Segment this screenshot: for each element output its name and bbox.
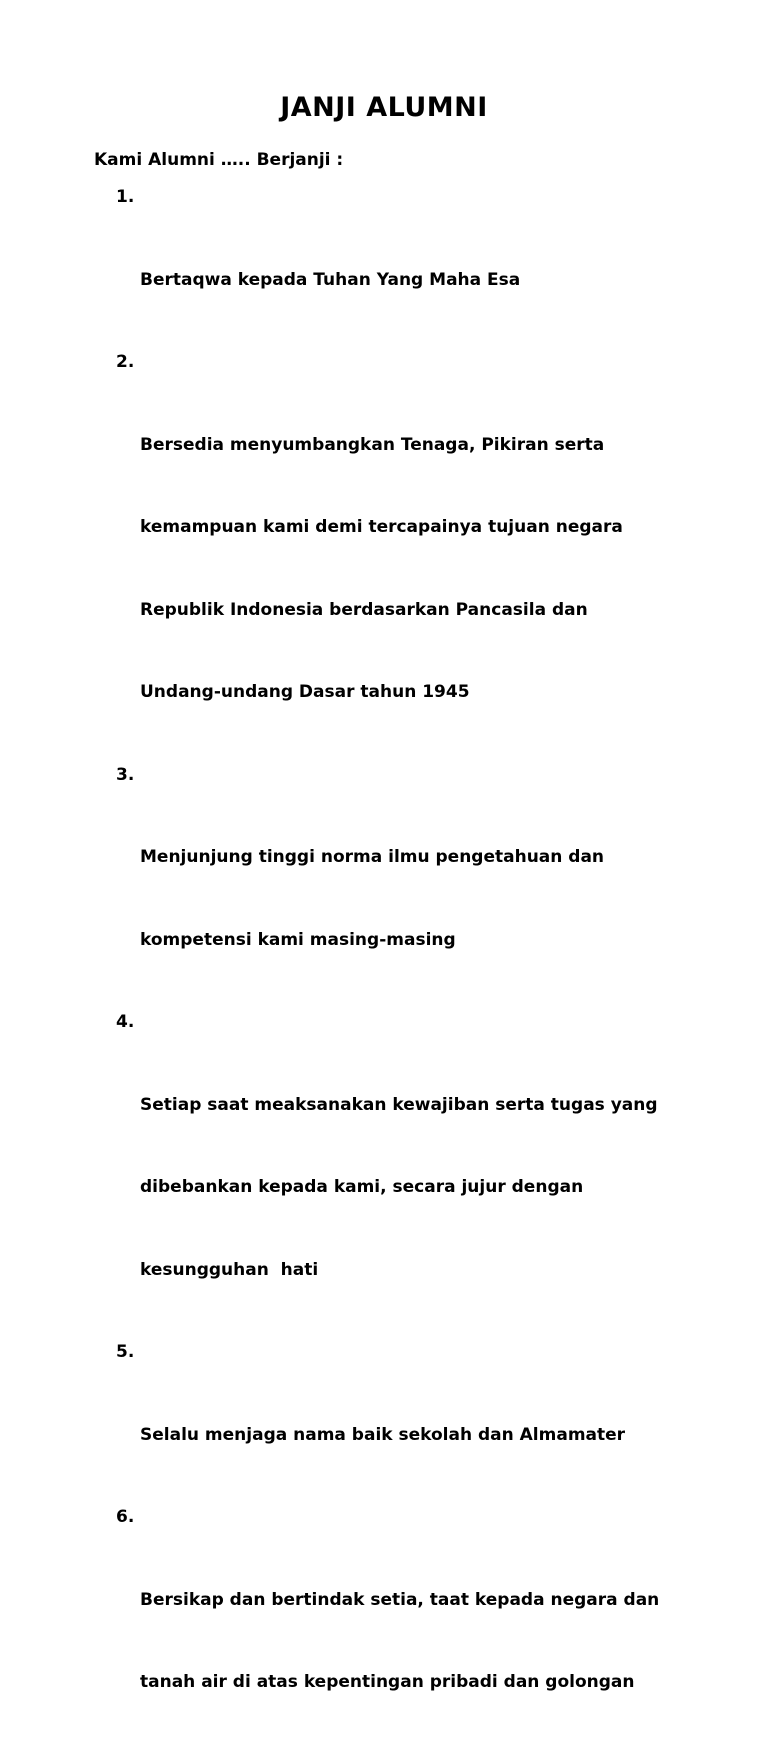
list-item-line: Bersikap dan bertindak setia, taat kepada negara dan xyxy=(140,1589,660,1610)
list-item-line: Bersedia menyumbangkan Tenaga, Pikiran serta xyxy=(140,434,605,455)
pledge-list xyxy=(116,184,736,1752)
list-item-line: kompetensi kami masing-masing xyxy=(140,929,456,950)
list-item-number: 2. xyxy=(116,352,135,372)
list-item xyxy=(116,762,736,1010)
list-item-line: Menjunjung tinggi norma ilmu pengetahuan dan xyxy=(140,847,605,867)
intro-text: Kami Alumni ….. Berjanji : xyxy=(94,150,344,170)
page-title: JANJI ALUMNI xyxy=(280,92,488,123)
list-item-line: Setiap saat meaksanakan kewajiban serta tugas yang xyxy=(140,1094,658,1115)
list-item-number: 3. xyxy=(116,764,135,785)
list-item-number: 4. xyxy=(116,1012,135,1032)
list-item-line: Bertaqwa kepada Tuhan Yang Maha Esa xyxy=(140,269,521,290)
list-item-line: kesungguhan hati xyxy=(140,1259,319,1280)
list-item-line: Selalu menjaga nama baik sekolah dan Almamater xyxy=(140,1424,626,1445)
list-item xyxy=(116,1009,736,1339)
list-item-line: Undang-undang Dasar tahun 1945 xyxy=(140,682,470,702)
list-item-line: kemampuan kami demi tercapainya tujuan negara xyxy=(140,517,623,537)
list-item-number: 5. xyxy=(116,1342,135,1362)
list-item-line: dibebankan kepada kami, secara jujur dengan xyxy=(140,1177,584,1197)
list-item xyxy=(116,1504,736,1752)
list-item-number: 1. xyxy=(116,187,135,207)
list-item-line: tanah air di atas kepentingan pribadi dan golongan xyxy=(140,1672,635,1692)
list-item-line: Republik Indonesia berdasarkan Pancasila dan xyxy=(140,599,588,620)
list-item xyxy=(116,349,736,762)
list-item xyxy=(116,1339,736,1504)
list-item-number: 6. xyxy=(116,1507,135,1527)
list-item xyxy=(116,184,736,349)
